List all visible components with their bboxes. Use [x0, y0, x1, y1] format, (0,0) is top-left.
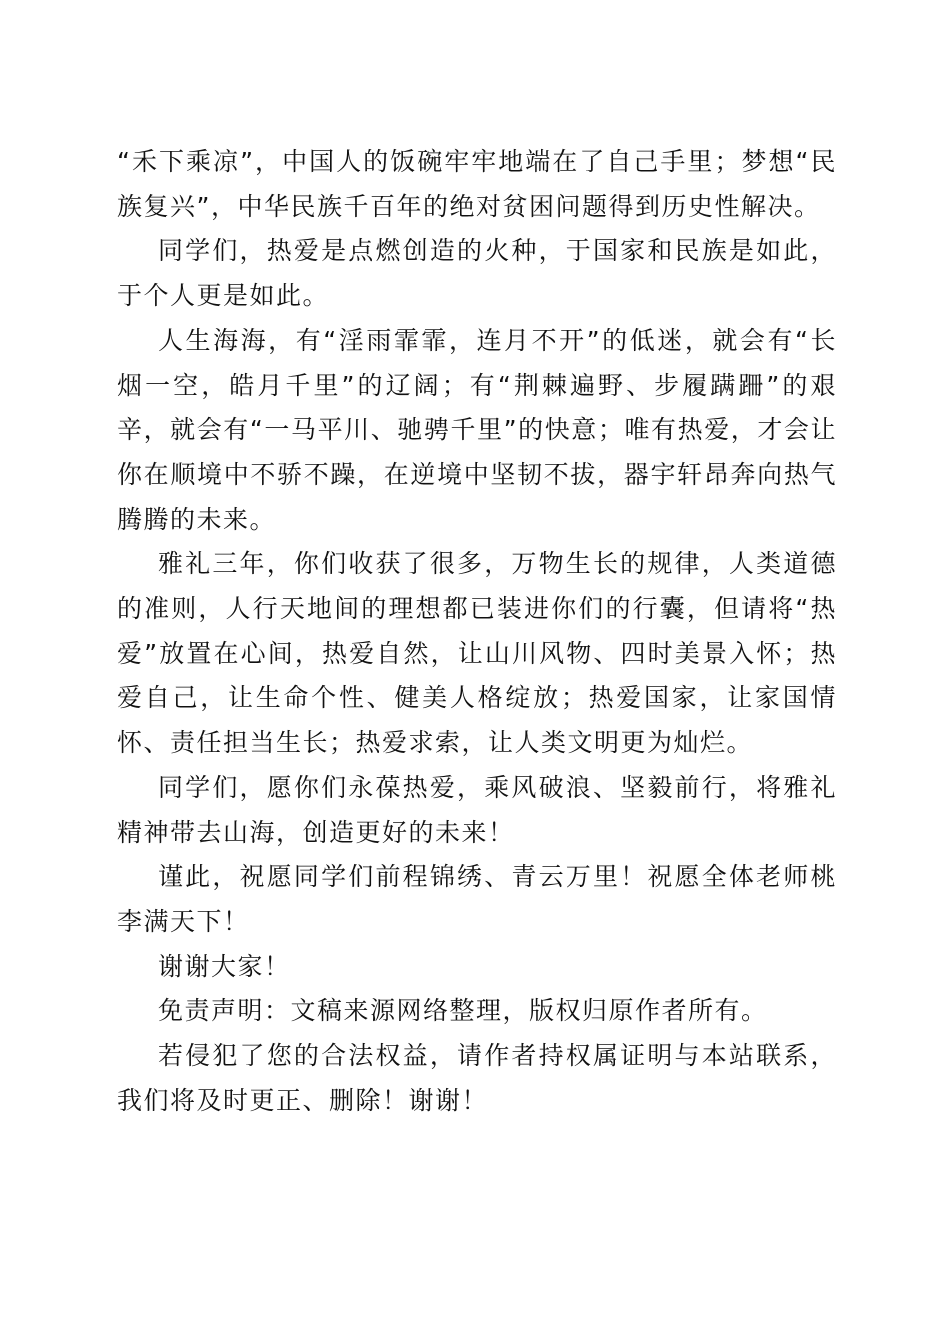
paragraph-best-wishes: 谨此，祝愿同学们前程锦绣、青云万里！祝愿全体老师桃李满天下！: [117, 862, 837, 936]
paragraph-keep-love: 同学们，愿你们永葆热爱，乘风破浪、坚毅前行，将雅礼精神带去山海，创造更好的未来！: [117, 772, 837, 847]
paragraph-infringement-notice: 若侵犯了您的合法权益，请作者持权属证明与本站联系，我们将及时更正、删除！谢谢！: [117, 1041, 837, 1115]
paragraph-love-spark: 同学们，热爱是点燃创造的火种，于国家和民族是如此，于个人更是如此。: [117, 236, 837, 311]
paragraph-thanks: 谢谢大家！: [158, 951, 291, 981]
paragraph-disclaimer: 免责声明：文稿来源网络整理，版权归原作者所有。: [158, 996, 768, 1026]
paragraph-continued-dream: “禾下乘凉”，中国人的饭碗牢牢地端在了自己手里；梦想“民族复兴”，中华民族千百年的绝对贫困问题得到历史性解决。: [117, 147, 837, 221]
document-body: [117, 140, 837, 1123]
paragraph-life-sea: 人生海海，有“淫雨霏霏，连月不开”的低迷，就会有“长烟一空，皓月千里”的辽阔；有“荆棘遍野、步履蹒跚”的艰辛，就会有“一马平川、驰骋千里”的快意；唯有热爱，才会让你在顺境中不骄不躁，在逆境中坚韧不拔，器宇轩昂奔向热气腾腾的未来。: [117, 325, 837, 534]
paragraph-yali-three-years: 雅礼三年，你们收获了很多，万物生长的规律，人类道德的准则，人行天地间的理想都已装进你们的行囊，但请将“热爱”放置在心间，热爱自然，让山川风物、四时美景入怀；热爱自己，让生命个性、健美人格绽放；热爱国家，让家国情怀、责任担当生长；热爱求索，让人类文明更为灿烂。: [117, 549, 837, 758]
